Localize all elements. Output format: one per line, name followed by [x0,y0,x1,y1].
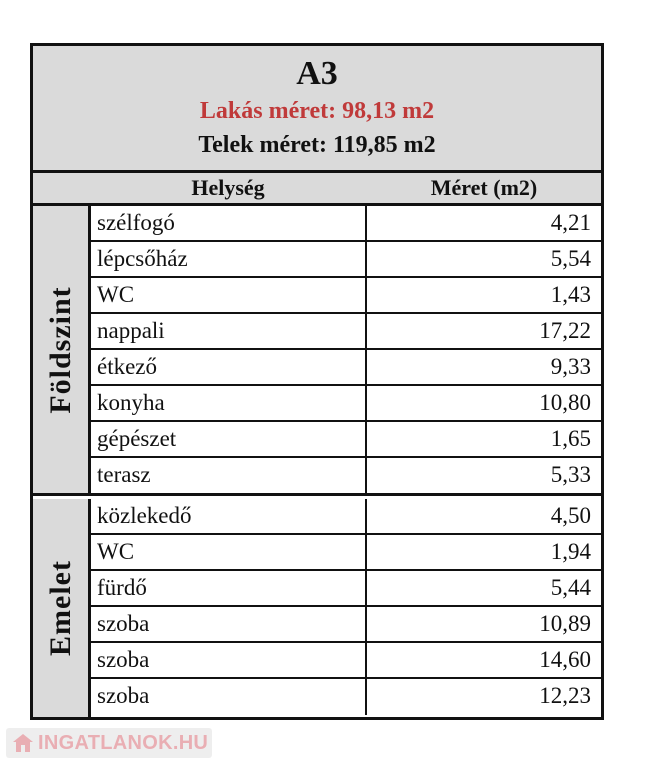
table-row [91,242,601,278]
room-name: szoba [91,607,367,641]
room-size: 5,54 [550,246,591,271]
table-row [91,679,601,715]
room-size: 10,89 [539,611,591,636]
house-logo-icon [12,733,34,753]
section-ground-floor [33,206,601,496]
room-size: 17,22 [539,318,591,343]
column-header-row [33,173,601,206]
room-size: 1,94 [550,539,591,564]
section-label-cell [33,206,91,493]
table-header [33,46,601,173]
room-name: szoba [91,643,367,677]
room-name: gépészet [91,422,367,456]
room-size: 5,33 [550,462,591,487]
room-name: lépcsőház [91,242,367,276]
room-name: közlekedő [91,499,367,533]
table-row [91,278,601,314]
room-size: 5,44 [550,575,591,600]
room-name: konyha [91,386,367,420]
room-name: WC [91,535,367,569]
room-size: 1,43 [550,282,591,307]
plot-size: Telek méret: 119,85 m2 [198,132,436,158]
room-size: 12,23 [539,683,591,708]
table-row [91,422,601,458]
room-name: fürdő [91,571,367,605]
table-row [91,535,601,571]
section-upper-floor [33,499,601,717]
table-row [91,458,601,494]
table-row [91,206,601,242]
column-header-size: Méret (m2) [430,175,538,200]
table-row [91,571,601,607]
unit-code: A3 [296,55,338,92]
column-header-room: Helység [191,175,265,200]
apartment-size: Lakás méret: 98,13 m2 [199,98,435,124]
room-size: 9,33 [550,354,591,379]
room-name: szoba [91,679,367,715]
table-row [91,499,601,535]
room-size-table [30,43,604,720]
section-rows [91,499,601,717]
room-name: szélfogó [91,206,367,240]
watermark-text: INGATLANOK.HU [38,732,209,754]
table-row [91,350,601,386]
section-label: Földszint [43,285,77,414]
room-name: étkező [91,350,367,384]
section-label: Emelet [43,560,77,656]
room-size: 14,60 [539,647,591,672]
table-row [91,607,601,643]
room-size: 4,50 [550,503,591,528]
section-label-cell [33,499,91,717]
table-row [91,386,601,422]
room-size: 4,21 [550,210,591,235]
ingatlanok-watermark [6,728,212,758]
section-rows [91,206,601,493]
room-name: nappali [91,314,367,348]
table-row [91,643,601,679]
room-size: 10,80 [539,390,591,415]
room-name: WC [91,278,367,312]
room-name: terasz [91,458,367,494]
table-row [91,314,601,350]
room-size: 1,65 [550,426,591,451]
